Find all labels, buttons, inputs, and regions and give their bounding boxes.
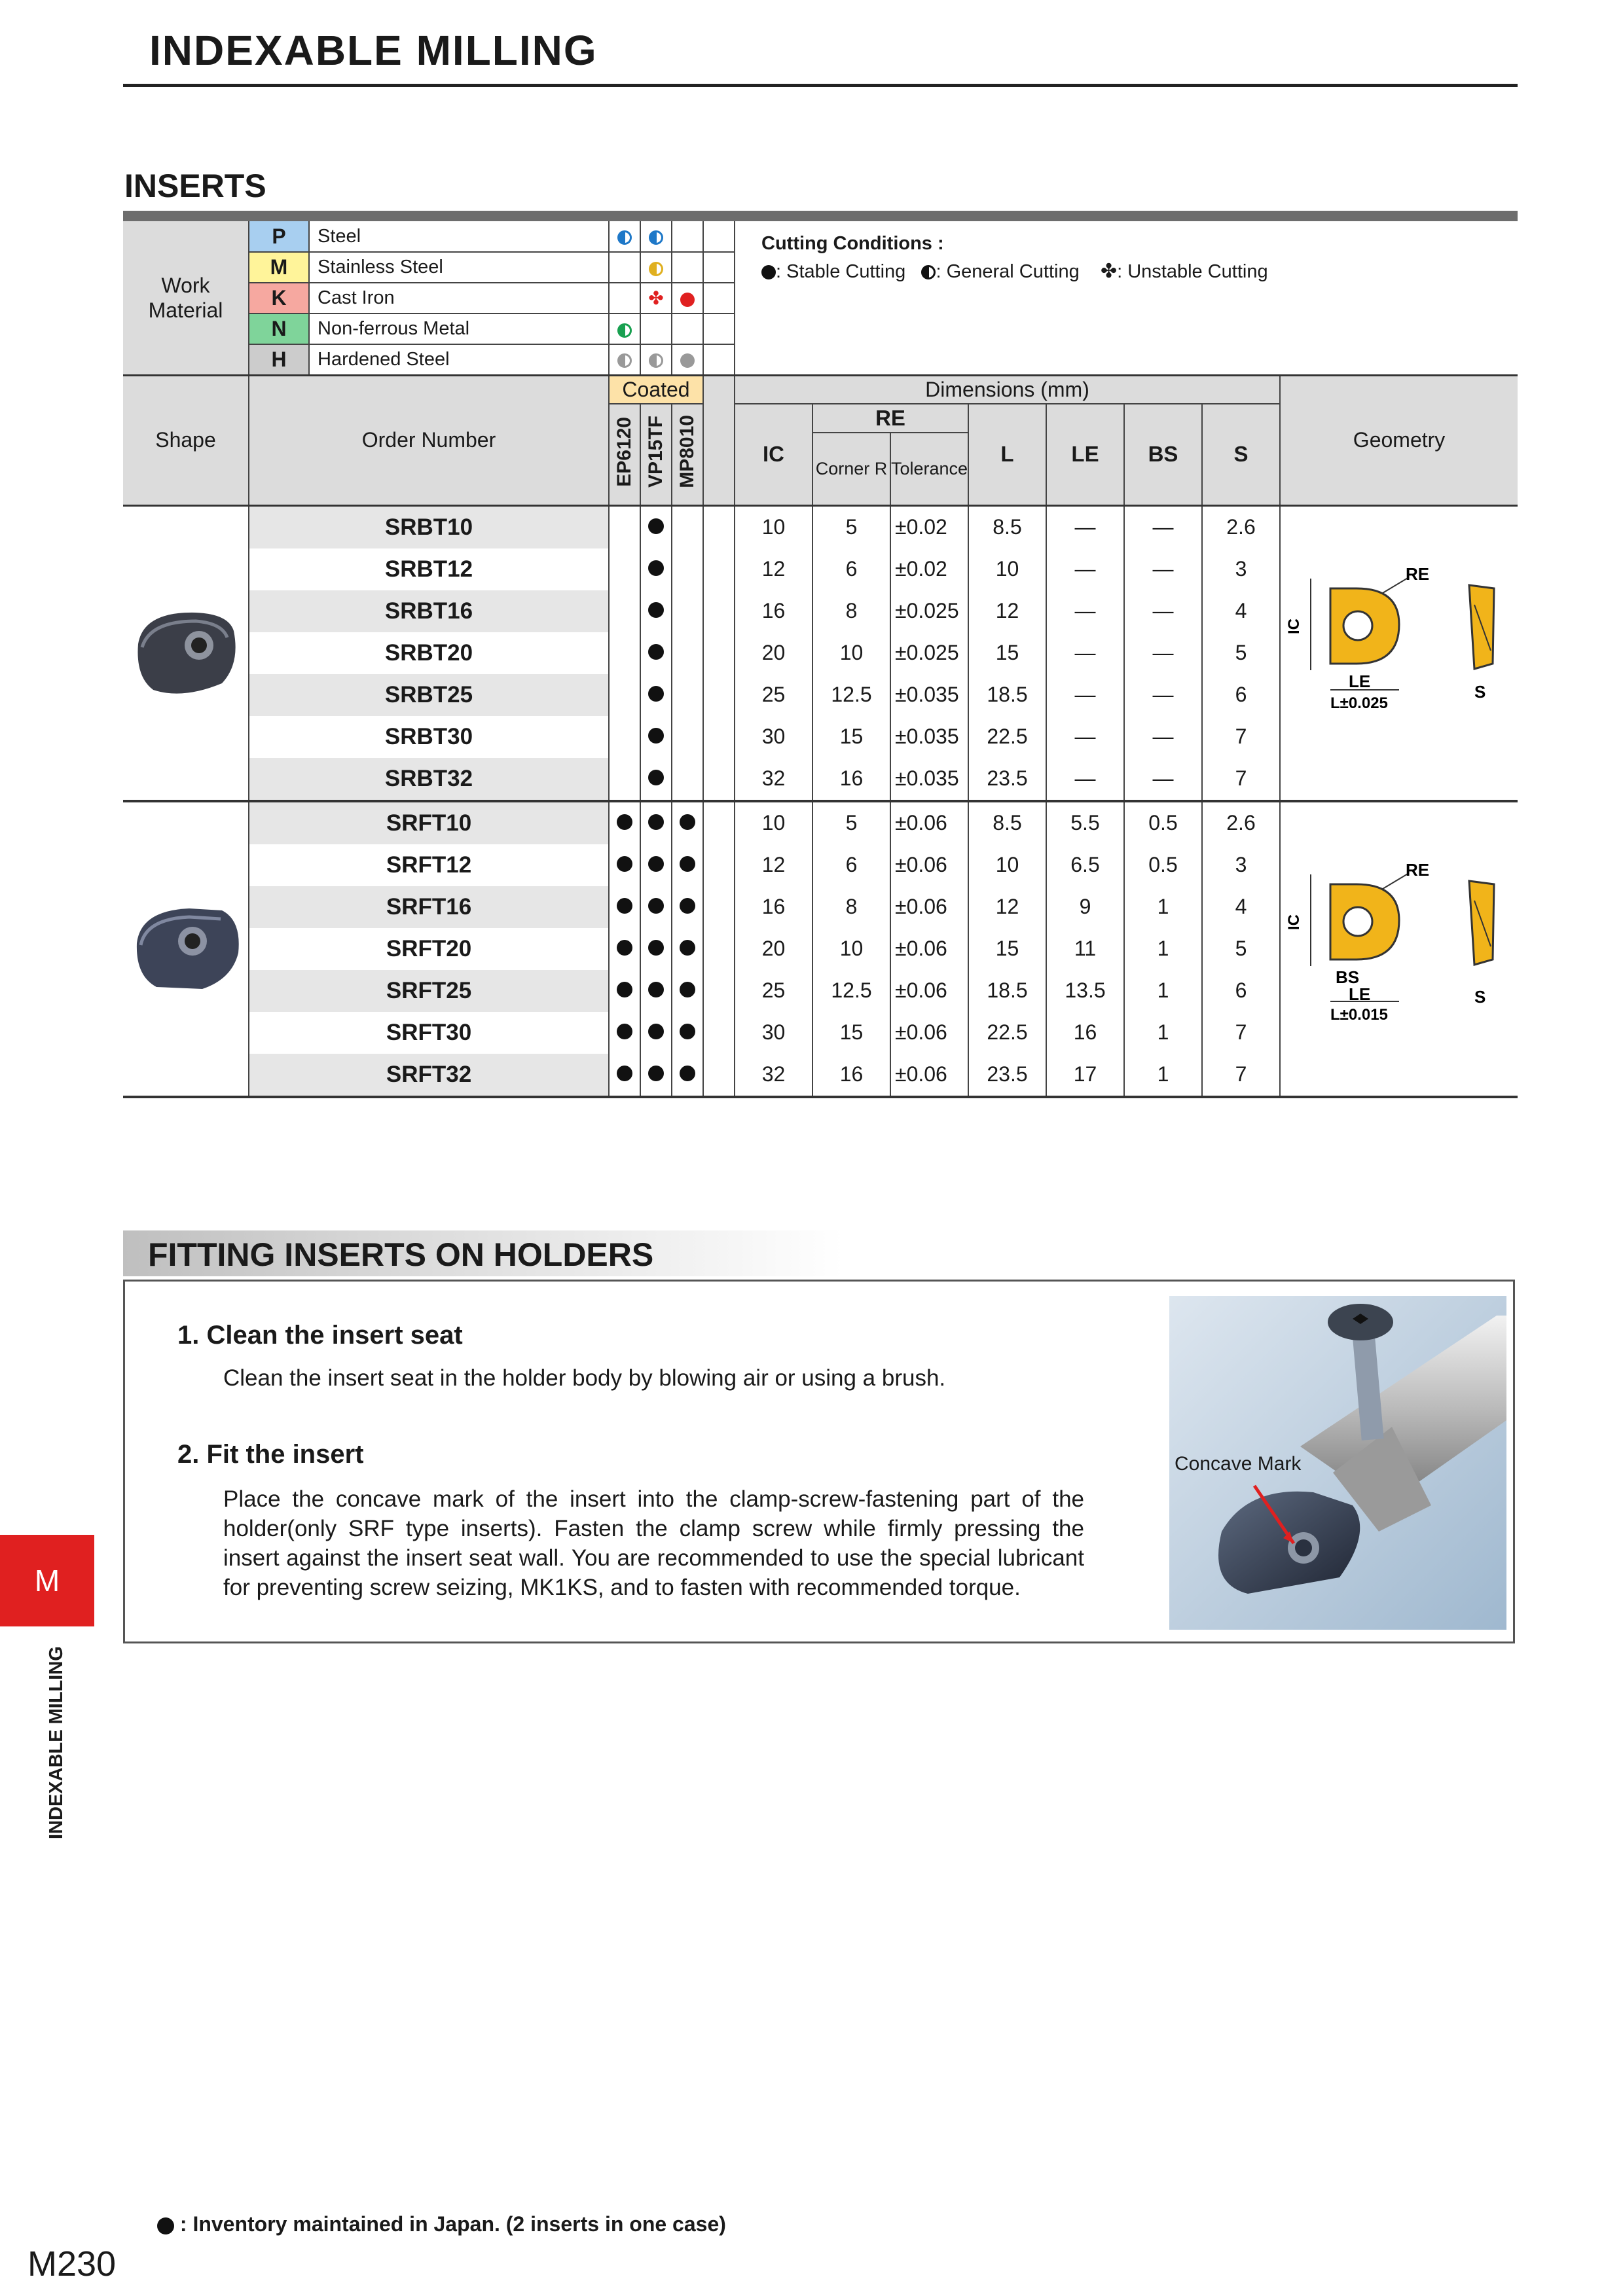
stock-vp15tf	[640, 844, 672, 886]
inventory-note-text: : Inventory maintained in Japan. (2 inserts in one case)	[179, 2212, 726, 2236]
dim-tol: ±0.06	[890, 844, 968, 886]
grade-mp8010: MP8010	[672, 404, 703, 505]
dim-bs: 0.5	[1124, 844, 1202, 886]
stock-dot-icon	[680, 898, 695, 914]
order-number: SRFT16	[249, 886, 609, 928]
stock-mp8010	[672, 1054, 703, 1097]
fitting-box	[123, 1280, 1515, 1643]
stock-dot-icon	[648, 518, 664, 534]
stock-dot-icon	[617, 1024, 632, 1039]
geom-le-label: LE	[1349, 671, 1371, 691]
geom-s-label: S	[1474, 681, 1486, 702]
dim-l: 15	[968, 632, 1046, 674]
stock-vp15tf	[640, 886, 672, 928]
dim-bs: —	[1124, 548, 1202, 590]
dim-s: 6	[1202, 674, 1280, 716]
material-code-h: H	[249, 344, 309, 375]
dim-tol: ±0.06	[890, 1012, 968, 1054]
dim-le: —	[1046, 716, 1124, 758]
dim-tol: ±0.025	[890, 632, 968, 674]
srbt-shape-cell	[123, 505, 249, 801]
dim-r: 10	[812, 632, 890, 674]
dim-ic: 10	[735, 801, 812, 844]
material-name-h: Hardened Steel	[309, 344, 609, 375]
srft-shape-cell	[123, 801, 249, 1097]
stable-cutting-label: : Stable Cutting	[776, 261, 906, 282]
stock-ep6120	[609, 1012, 640, 1054]
stock-dot-icon	[617, 814, 632, 830]
dim-tol: ±0.06	[890, 886, 968, 928]
stock-dot-icon	[648, 728, 664, 744]
order-number: SRBT10	[249, 505, 609, 548]
dim-ic: 30	[735, 1012, 812, 1054]
stock-mp8010	[672, 1012, 703, 1054]
order-number-header: Order Number	[249, 375, 609, 505]
bs-header: BS	[1124, 404, 1202, 505]
cond-vp15tf-k: ✤	[640, 283, 672, 314]
dim-ic: 20	[735, 632, 812, 674]
order-number: SRFT30	[249, 1012, 609, 1054]
dim-s: 2.6	[1202, 801, 1280, 844]
srbt-geometry-diagram	[1280, 505, 1518, 801]
side-label: INDEXABLE MILLING	[46, 1646, 67, 1839]
stock-dot-icon	[680, 856, 695, 872]
stock-dot-icon	[648, 644, 664, 660]
dim-tol: ±0.06	[890, 928, 968, 970]
stock-dot-icon	[648, 1024, 664, 1039]
tolerance-header: Tolerance	[890, 433, 968, 505]
stock-ep6120	[609, 548, 640, 590]
dim-s: 2.6	[1202, 505, 1280, 548]
stock-vp15tf	[640, 970, 672, 1012]
stock-mp8010	[672, 801, 703, 844]
geom-l-label: L±0.015	[1330, 1005, 1388, 1024]
stock-mp8010	[672, 674, 703, 716]
order-number: SRBT32	[249, 758, 609, 801]
srbt-group	[123, 505, 1518, 801]
page-number: M230	[27, 2244, 117, 2284]
stock-dot-icon	[648, 770, 664, 785]
stock-mp8010	[672, 928, 703, 970]
material-name-n: Non-ferrous Metal	[309, 314, 609, 344]
dim-l: 8.5	[968, 801, 1046, 844]
work-material-label: Work Material	[123, 221, 249, 375]
dim-ic: 12	[735, 548, 812, 590]
fitting-photo	[1169, 1296, 1506, 1630]
ic-header: IC	[735, 404, 812, 505]
material-code-n: N	[249, 314, 309, 344]
geom-ic-label: IC	[1285, 914, 1304, 930]
order-number: SRBT30	[249, 716, 609, 758]
dim-s: 7	[1202, 1054, 1280, 1097]
dim-r: 10	[812, 928, 890, 970]
stock-dot-icon	[648, 560, 664, 576]
stock-vp15tf	[640, 1054, 672, 1097]
dim-l: 23.5	[968, 1054, 1046, 1097]
dim-s: 7	[1202, 716, 1280, 758]
stock-vp15tf	[640, 801, 672, 844]
dim-r: 6	[812, 844, 890, 886]
stock-dot-icon	[680, 814, 695, 830]
fitting-title: FITTING INSERTS ON HOLDERS	[148, 1236, 654, 1273]
dim-r: 12.5	[812, 674, 890, 716]
stock-dot-icon	[617, 856, 632, 872]
cond-vp15tf-p	[640, 221, 672, 252]
unstable-cutting-label: : Unstable Cutting	[1117, 261, 1268, 282]
stock-vp15tf	[640, 590, 672, 632]
dim-ic: 20	[735, 928, 812, 970]
dim-tol: ±0.02	[890, 505, 968, 548]
dim-r: 5	[812, 505, 890, 548]
le-header: LE	[1046, 404, 1124, 505]
dim-r: 6	[812, 548, 890, 590]
order-number: SRBT16	[249, 590, 609, 632]
stock-mp8010	[672, 505, 703, 548]
section-tab-m[interactable]: M	[0, 1535, 94, 1626]
step1-title: 1. Clean the insert seat	[177, 1321, 463, 1350]
stock-mp8010	[672, 886, 703, 928]
dim-r: 8	[812, 590, 890, 632]
dim-s: 6	[1202, 970, 1280, 1012]
dim-tol: ±0.035	[890, 758, 968, 801]
section-rule	[123, 211, 1518, 221]
inserts-section-title: INSERTS	[124, 168, 266, 204]
stock-dot-icon	[617, 940, 632, 956]
dim-s: 3	[1202, 844, 1280, 886]
grade-ep6120: EP6120	[609, 404, 640, 505]
dim-s: 3	[1202, 548, 1280, 590]
geom-ic-label: IC	[1285, 618, 1304, 634]
dim-ic: 12	[735, 844, 812, 886]
cond-ep6120-p	[609, 221, 640, 252]
stock-ep6120	[609, 886, 640, 928]
stock-dot-icon	[617, 898, 632, 914]
step2-title: 2. Fit the insert	[177, 1440, 364, 1469]
stock-dot-icon	[617, 1066, 632, 1081]
dim-l: 22.5	[968, 716, 1046, 758]
dim-le: —	[1046, 590, 1124, 632]
inventory-note	[157, 2212, 726, 2236]
inventory-dot-icon	[157, 2217, 174, 2234]
material-name-p: Steel	[309, 221, 609, 252]
stock-vp15tf	[640, 548, 672, 590]
dim-l: 10	[968, 548, 1046, 590]
order-number: SRBT20	[249, 632, 609, 674]
dim-l: 12	[968, 886, 1046, 928]
order-number: SRFT10	[249, 801, 609, 844]
dim-bs: —	[1124, 590, 1202, 632]
stock-dot-icon	[680, 1066, 695, 1081]
dim-bs: 1	[1124, 886, 1202, 928]
dim-s: 5	[1202, 928, 1280, 970]
shape-header: Shape	[123, 375, 249, 505]
geom-re-label: RE	[1406, 859, 1430, 880]
dim-bs: —	[1124, 632, 1202, 674]
dim-bs: —	[1124, 716, 1202, 758]
stock-ep6120	[609, 970, 640, 1012]
stock-ep6120	[609, 590, 640, 632]
dim-bs: —	[1124, 505, 1202, 548]
dim-ic: 16	[735, 590, 812, 632]
stock-vp15tf	[640, 1012, 672, 1054]
dim-s: 7	[1202, 1012, 1280, 1054]
dim-l: 18.5	[968, 970, 1046, 1012]
dim-tol: ±0.035	[890, 674, 968, 716]
order-number: SRBT12	[249, 548, 609, 590]
cond-mp8010-h	[672, 344, 703, 375]
dim-le: 11	[1046, 928, 1124, 970]
stock-mp8010	[672, 716, 703, 758]
srft-group	[123, 801, 1518, 1097]
dim-le: —	[1046, 674, 1124, 716]
dim-r: 15	[812, 1012, 890, 1054]
dim-le: 9	[1046, 886, 1124, 928]
dim-tol: ±0.035	[890, 716, 968, 758]
dim-le: —	[1046, 505, 1124, 548]
geometry-header: Geometry	[1280, 375, 1518, 505]
stock-vp15tf	[640, 632, 672, 674]
page-title: INDEXABLE MILLING	[149, 27, 598, 74]
dim-le: 16	[1046, 1012, 1124, 1054]
dim-r: 16	[812, 758, 890, 801]
concave-mark-label: Concave Mark	[1175, 1453, 1302, 1475]
dim-ic: 30	[735, 716, 812, 758]
cutting-conditions-heading: Cutting Conditions :	[761, 233, 944, 254]
dim-ic: 16	[735, 886, 812, 928]
geom-l-label: L±0.025	[1330, 694, 1388, 712]
dim-r: 15	[812, 716, 890, 758]
stock-vp15tf	[640, 928, 672, 970]
stock-mp8010	[672, 758, 703, 801]
stock-vp15tf	[640, 758, 672, 801]
srft-geometry-diagram	[1280, 801, 1518, 1097]
stock-ep6120	[609, 632, 640, 674]
re-header: RE	[812, 404, 968, 433]
material-name-k: Cast Iron	[309, 283, 609, 314]
dim-ic: 25	[735, 970, 812, 1012]
stock-dot-icon	[648, 602, 664, 618]
dim-tol: ±0.02	[890, 548, 968, 590]
dimensions-header: Dimensions (mm)	[735, 375, 1280, 404]
cond-ep6120-n	[609, 314, 640, 344]
dim-le: —	[1046, 758, 1124, 801]
dim-bs: —	[1124, 674, 1202, 716]
stock-ep6120	[609, 801, 640, 844]
step1-text: Clean the insert seat in the holder body by blowing air or using a brush.	[223, 1365, 946, 1391]
dim-ic: 32	[735, 1054, 812, 1097]
material-code-p: P	[249, 221, 309, 252]
stock-ep6120	[609, 928, 640, 970]
dim-le: 5.5	[1046, 801, 1124, 844]
step2-text: Place the concave mark of the insert into the clamp-screw-fastening part of the holder(only SRF type inserts). Fasten the clamp screw while firmly pressing the insert against the insert seat wall. You are recommended to use the special lubricant for preventing screw seizing, MK1KS, and to fasten with recommended torque.	[223, 1486, 1084, 1600]
dim-s: 5	[1202, 632, 1280, 674]
l-header: L	[968, 404, 1046, 505]
stock-dot-icon	[680, 982, 695, 997]
dim-l: 18.5	[968, 674, 1046, 716]
stock-dot-icon	[648, 686, 664, 702]
dim-l: 22.5	[968, 1012, 1046, 1054]
stock-mp8010	[672, 548, 703, 590]
stock-dot-icon	[680, 1024, 695, 1039]
coated-header: Coated	[609, 375, 703, 404]
dim-le: 17	[1046, 1054, 1124, 1097]
dim-s: 4	[1202, 590, 1280, 632]
stock-ep6120	[609, 844, 640, 886]
dim-le: —	[1046, 632, 1124, 674]
cond-vp15tf-h	[640, 344, 672, 375]
stable-cutting-icon	[761, 265, 776, 279]
dim-bs: 1	[1124, 928, 1202, 970]
dim-le: —	[1046, 548, 1124, 590]
stock-dot-icon	[648, 814, 664, 830]
dim-tol: ±0.025	[890, 590, 968, 632]
stock-dot-icon	[680, 940, 695, 956]
dim-bs: 0.5	[1124, 801, 1202, 844]
dim-tol: ±0.06	[890, 801, 968, 844]
general-cutting-label: : General Cutting	[936, 261, 1080, 282]
table-row	[123, 801, 1518, 844]
geom-re-label: RE	[1406, 564, 1430, 584]
stock-dot-icon	[648, 1066, 664, 1081]
dim-r: 12.5	[812, 970, 890, 1012]
cond-mp8010-k	[672, 283, 703, 314]
stock-dot-icon	[648, 940, 664, 956]
srbt-insert-image	[124, 585, 248, 716]
order-number: SRFT20	[249, 928, 609, 970]
cutting-conditions-legend	[735, 221, 1518, 375]
cond-vp15tf-m	[640, 252, 672, 283]
geom-le-label: LE	[1349, 984, 1371, 1004]
grade-vp15tf: VP15TF	[640, 404, 672, 505]
stock-ep6120	[609, 674, 640, 716]
material-name-m: Stainless Steel	[309, 252, 609, 283]
corner-r-header: Corner R	[812, 433, 890, 505]
order-number: SRFT32	[249, 1054, 609, 1097]
dim-tol: ±0.06	[890, 1054, 968, 1097]
stock-dot-icon	[648, 982, 664, 997]
stock-vp15tf	[640, 716, 672, 758]
stock-vp15tf	[640, 674, 672, 716]
stock-ep6120	[609, 1054, 640, 1097]
dim-l: 10	[968, 844, 1046, 886]
stock-mp8010	[672, 970, 703, 1012]
stock-dot-icon	[648, 898, 664, 914]
stock-mp8010	[672, 632, 703, 674]
dim-r: 16	[812, 1054, 890, 1097]
dim-r: 5	[812, 801, 890, 844]
stock-mp8010	[672, 590, 703, 632]
order-number: SRFT25	[249, 970, 609, 1012]
unstable-cutting-icon: ✤	[1100, 260, 1118, 282]
geom-s-label: S	[1474, 986, 1486, 1007]
geom-bs-label: BS	[1336, 967, 1360, 987]
dim-bs: —	[1124, 758, 1202, 801]
dim-l: 12	[968, 590, 1046, 632]
stock-mp8010	[672, 844, 703, 886]
stock-ep6120	[609, 716, 640, 758]
dim-le: 13.5	[1046, 970, 1124, 1012]
dim-ic: 25	[735, 674, 812, 716]
general-cutting-icon	[921, 265, 936, 279]
order-number: SRBT25	[249, 674, 609, 716]
stock-ep6120	[609, 505, 640, 548]
stock-dot-icon	[617, 982, 632, 997]
dim-ic: 10	[735, 505, 812, 548]
stock-vp15tf	[640, 505, 672, 548]
inserts-table	[123, 221, 1518, 1098]
dim-bs: 1	[1124, 1012, 1202, 1054]
stock-dot-icon	[648, 856, 664, 872]
dim-r: 8	[812, 886, 890, 928]
s-header: S	[1202, 404, 1280, 505]
material-code-k: K	[249, 283, 309, 314]
dim-ic: 32	[735, 758, 812, 801]
table-row	[123, 505, 1518, 548]
order-number: SRFT12	[249, 844, 609, 886]
dim-bs: 1	[1124, 1054, 1202, 1097]
dim-tol: ±0.06	[890, 970, 968, 1012]
dim-l: 23.5	[968, 758, 1046, 801]
dim-l: 15	[968, 928, 1046, 970]
cond-ep6120-h	[609, 344, 640, 375]
dim-le: 6.5	[1046, 844, 1124, 886]
srft-insert-image	[124, 881, 248, 1012]
dim-l: 8.5	[968, 505, 1046, 548]
title-rule	[123, 84, 1518, 87]
dim-s: 7	[1202, 758, 1280, 801]
material-code-m: M	[249, 252, 309, 283]
dim-s: 4	[1202, 886, 1280, 928]
dim-bs: 1	[1124, 970, 1202, 1012]
stock-ep6120	[609, 758, 640, 801]
